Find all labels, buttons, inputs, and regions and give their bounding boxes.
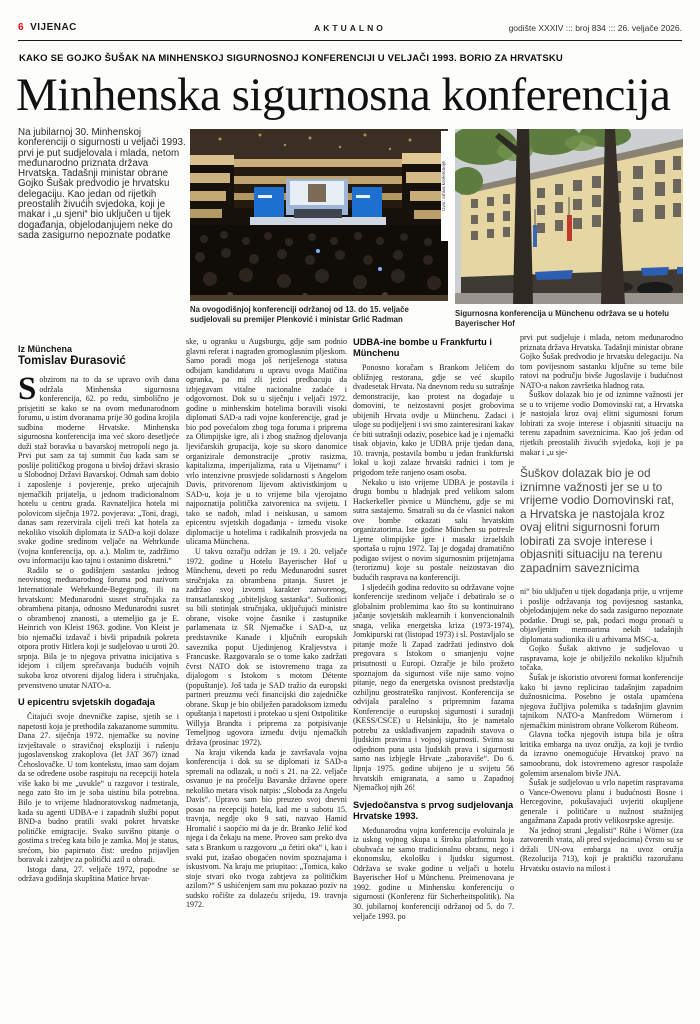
- header-rule: [18, 40, 682, 41]
- page-header: [18, 22, 682, 38]
- page-number: 6: [18, 22, 25, 33]
- photo1-caption: Na ovogodišnjoj konferenciji održanoj od 13. do 15. veljače sudjelovali su premijer Plenković i ministar Grlić Radman: [190, 305, 409, 324]
- photo-credit: Izvor: arhiva konferencije: [441, 131, 449, 241]
- text-column-3: [353, 330, 514, 1024]
- paragraph: Na jednoj strani „legalisti“ Rühe i Wörner (iza zatvorenih vrata, ali pred svjedocima) čvrsto su se držali UN-ova embarga na uvoz oružja (Rezolucija 713), koji je praktički razoružanu Hrvatsku ostavio na milost i: [520, 825, 683, 873]
- issue-info: godište XXXIV ::: broj 834 ::: 26. veljače 2026.: [508, 23, 682, 33]
- text-column-4: [520, 333, 683, 1024]
- paragraph: U takvu ozračju održan je 19. i 20. veljače 1972. godine u Hotelu Bayerischer Hof u Münchenu, deveti po redu Međunarodni susret stručnjaka za obrambena pitanja. Susret je zadržao svoj izvorni karakter zatvorenog, transatlantskog „obiteljskog sastanka“. Sudionici su bili stotinjak stručnjaka, uključujući ministre obrane, visoke vojne časnike i zastupnike parlamenata iz SR Njemačke i SAD-a, uz predstavnike Kanade i ključnih europskih saveznika poput Ujedinjenog Kraljevstva i Francuske. Razgovaralo se o tome kako zadržati čvrst NATO dok se istovremeno traga za dijalogom s Istokom s motom Détente (popuštanje). Još tada je SAD tražio da europski partneri preuzmu veći financijski dio zajedničke obrane. Skup je bio obilježen paradoksom između opuštanja i napetosti i protekao u sjeni Ostpolitike Willyja Brandta i priprema za potpisivanje Temeljnog ugovora između dviju njemačkih država (prosinac 1972).: [186, 547, 347, 747]
- paragraph: Šušak je sudjelovao u vrlo napetim raspravama o Vance-Owenovu planu i budućnosti Bosne i Hercegovine, pokušavajući uvjeriti okupljene generale i političare u nužnost snažnijeg angažmana Zapada protiv velikosrpske agresije.: [520, 778, 683, 826]
- text-column-1: [18, 344, 179, 1024]
- subhead: UDBA-ine bombe u Frankfurtu i Münchenu: [353, 337, 492, 358]
- conference-hall-photo: [190, 129, 448, 301]
- article-headline: Minhenska sigurnosna konferencija: [16, 69, 671, 121]
- paragraph: Istoga dana, 27. veljače 1972, popodne se održava godišnja skupština Matice hrvat-: [18, 864, 179, 884]
- paragraph: Ponosno koračam s Brankom Jelićem do obližnjeg restorana, gdje se već skupilo dvadesetak Hrvata. Na dnevnom redu su sutrašnje demonstracije, kao protest na događaje u domovini, te neizostavni posjet grobovima ubijenih Hrvata ovdje u Münchenu. Zadaci i uloge su podijeljeni i svi smo zainteresirani kakav će biti sutrašnji odaziv, posebice kad je i njemački tisak objavio, kako je UDBA prije tjedan dana, 10. travnja, postavila bombu u jedan frankfurtski lokal u koji zalaze hrvatski radnici i tom je prigodom teže ranjeno osam osoba.: [353, 363, 514, 478]
- photo2-caption: Sigurnosna konferencija u Münchenu održava se u hotelu Bayerischer Hof: [455, 309, 670, 328]
- paragraph: Radilo se o godišnjem sastanku jednog neovisnog međunarodnog foruma pod nazivom Internationale Wehrkunde-Begegnung, ili na hrvatskom: Međunarodni susret stručnjaka za obrambena pitanja, odnosno Međunarodni susret o obrambenoj znanosti, a utemeljio ga je E. Heinrich von Kleist 1963. godine. Von Kleist je bio njemački izdavač i bivši pripadnik pokreta otpora protiv Hitlera koji je sudjelovao u uroti 20. srpnja. Bila je to njegova privatna inicijativa s idejom i ciljem sprečavanja budućih vojnih sukoba kroz otvoreni dijalog lidera i stručnjaka, prvenstveno unutar NATO-a.: [18, 565, 179, 690]
- paragraph: ni“ bio uključen u tijek događanja prije, u vrijeme i poslije održavanja tog povijesnog sastanka, objelodanjujem neke do sada zasigurno nepoznate podatke. Drugi se, pak, podaci mogu pronaći u objavljenim memoarima nekih tadašnjih diplomata sudionika ili u arhivama MSC-a.: [520, 587, 683, 644]
- article-kicker: KAKO SE GOJKO ŠUŠAK NA MINHENSKOJ SIGURNOSNOJ KONFERENCIJI U VELJAČI 1993. BORIO ZA HRVATSKU: [19, 53, 563, 64]
- drop-cap: S: [18, 371, 37, 407]
- paragraph: Nekako u isto vrijeme UDBA je postavila i drugu bombu u hladnjak pred velikom salom Hackerkeller pivnice u Münchenu, gdje se mi sutra sastajemo. Smatrali su da će vlasnici nakon ove bombe otkazati salu hrvatskim organizatorima. Iste godine München su potresle Ljetne olimpijske igre i masakr izraelskih sportaša u rujnu 1972. Taj je događaj dramatično podigao svijest o novim sigurnosnim prijetnjama (terorizmu) koje su postale neizostavan dio budućih rasprava na konferenciji.: [353, 477, 514, 583]
- subhead: Svjedočanstva s prvog sudjelovanja Hrvatske 1993.: [353, 799, 514, 821]
- paragraph: Gojko Šušak aktivno je sudjelovao u raspravama, koje je obilježilo nekoliko ključnih točaka.: [520, 644, 683, 673]
- paragraph: Međunarodna vojna konferencija evoluirala je iz uskog vojnog skupa u široku platformu koja obuhvaća ne samo tradicionalnu obranu, nego i ekonomsku, ekološku i ljudsku sigurnost. Održava se svake godine u veljači u hotelu Bayerischer Hof u Münchenu. Preimenovana je 1992. godine u Minhensku konferenciju o sigurnosti (Konferenz für Sicherheitspolitik). Na 30. jubilarnoj konferenciji održanoj od 5. do 7. veljače 1993. po: [353, 825, 514, 921]
- text-column-2: [186, 337, 347, 1024]
- paragraph: Šušak je iskoristio otvoreni format konferencije kako bi javno replicirao tadašnjim zapadnim dužnosnicima. Posebno je ostala upamćena njegova žučljiva polemika s tadašnjim glavnim tajnikom NATO-a Manfredom Wörnerom i njemačkim ministrom obrane Volkerom Rüheom.: [520, 673, 683, 730]
- paragraph: Glavna točka njegovih istupa bila je oštra kritika embarga na uvoz oružja, za koji je tvrdio da izravno onemogućuje Hrvatskoj pravo na samoobranu, dok istovremeno agresor raspolaže golemim arsenalom bivše JNA.: [520, 730, 683, 778]
- masthead-title: VIJENAC: [30, 22, 77, 33]
- hotel-photo: [455, 129, 683, 304]
- pull-quote: Šuškov dolazak bio je od iznimne važnosti jer se u to vrijeme vodio Domovinski rat, a Hrvatska je nastojala kroz ovaj elitni sigurnosni forum lobirati za svoje interese i objasniti situaciju na terenu zapadnim saveznicima: [520, 466, 675, 575]
- section-label: AKTUALNO: [314, 23, 386, 33]
- paragraph: ske, u ogranku u Augsburgu, gdje sam podnio glavni referat i nagrađen gromoglasnim pljeskom. Samo poradi moga još neriješenoga statusa odbijam kandidaturu u upravu ovoga Matičina ogranka, pa mi zli jezici predbacuju da izbjegavam vitalne nacionalne zadaće i odgovornost. Dok su u siječnju i veljači 1972. godine u minhenskim hotelima boravili visoki diplomati SAD-a radi vojne konferencije, grad je bio pod povećalom zbog toga foruma i priprema za Olimpijske igre, ali i zbog snažnog djelovanja ljevičarskih grupacija, koje su skoro danomice organizirale demonstracije „protiv rasizma, kapitalizma, imperijalizma, rata u Vijetnamu“ i vrlo intenzivne prosvjede solidarnosti s Angelom Davis, pritvorenom lijevom aktivistkinjom u SAD-u, koja je u to vrijeme bila vjerojatno najpoznatija politička zatvorenica na svijetu. I tako se nađoh, mlad i neiskusan, u samom epicentru svjetskih događanja - između visoke diplomacije u hotelima i radikalnih prosvjeda na ulicama Münchena.: [186, 337, 347, 547]
- paragraph: Čitajući svoje dnevničke zapise, sjetih se i napetosti koja je prethodila zakazanome summitu. Dana 27. siječnja 1972. njemačke su novine izvještavale o stravičnoj eksploziji i rušenju jugoslavenskog zrakoplova (let JAT 367) iznad Čehoslovačke. U tom kontekstu, imao sam dojam da se određene osobe raspituju na recepciji hotela više kako bi me „uvukle“ u razgovor i testirale, nego zato što im je soba uistinu bila potrebna. Bilo je to vrijeme hladnoratovskog nadmetanja, kada su agenti UDBA-e i zapadnih službi poput BND-a budno pratili svaki pokret hrvatske političke emigracije. Svako suvišno pitanje o gostima s trećeg kata bilo je zamka. Moj je status, srećom, bio papirnato čist: uredno prijavljen boravak i zahtjev za politički azil u obradi.: [18, 712, 179, 865]
- byline-location: Iz Münchena: [18, 344, 73, 354]
- paragraph: prvi put sudjeluje i mlada, netom međunarodno priznata država Hrvatska. Tadašnji ministar obrane Gojko Šušak predvodio je hrvatsku delegaciju. Na tom povijesnom sastanku ključne su teme bile ratovi na području bivše Jugoslavije i budućnost NATO-a nakon završetka hladnog rata.: [520, 333, 683, 390]
- byline-author: Tomislav Đurasović: [18, 355, 126, 367]
- paragraph: Sobzirom na to da se upravo ovih dana održala Minhenska sigurnosna konferencija, 62. po redu, simbolično je prisjetiti se kako se na ovom međunarodnom forumu, u istim dvoranama prije 30 godina krojila sudbina moderne Hrvatske. Minhenska sigurnosna konferencija ima već skoro desetljeće duži staž boravka u bavarskoj metropoli nego ja. Prvi put sam za taj summit čuo kada sam se poslije političkog progona u bivšoj državi skrasio u Slobodnoj Državi Bavarskoj. Odmah sam dobio i zaposlenje i povjerenje, preko utjecajnih njemačkih prijatelja, u jednom tradicionalnom hotelu u centru grada. Ravnateljica hotela mi polovicom siječnja 1972. povjerava: „Toni, dragi, danas sam rezervirala cijeli treći kat hotela za nekoliko visokih diplomata iz SAD-a koji dolaze svake godine sredinom veljače na Wehrkunde (vojna konferencija, op. a.). Molim te, zadržimo ovu informaciju kao tajnu i ostanimo diskretni.“: [18, 371, 179, 566]
- article-lead: Na jubilarnoj 30. Minhenskoj konferenciji o sigurnosti u veljači 1993. prvi je put sudjelovala i mlada, netom međunarodno priznata država Hrvatska. Tadašnji ministar obrane Gojko Šušak predvodio je hrvatsku delegaciju. Kao jedan od rijetkih preostalih živućih svjedoka, koji je makar i „u sjeni“ bio uključen u tijek događanja, objelodanjujem neke do sada zasigurno nepoznate podatke: [18, 127, 186, 241]
- paragraph: I sljedećih godina redovito su održavane vojne konferencije sredinom veljače i debatiralo se o globalnim problemima kao što su kontinuirano jačanje sovjetskih nuklearnih i konvencionalnih snaga, velika energetska kriza (1973-1974), Jomkipurski rat (listopad 1973) i sl. Postavljalo se pitanje može li Zapad zadržati jedinstvo dok pregovara s Istokom o smanjenju vojne prisutnosti u Europi. Ozračje je bilo prožeto spoznajom da sigurnost više nije samo vojno pitanje, nego da energetska ovisnost predstavlja ozbiljnu geostratešku ranjivost. Konferencija se odvijala paralelno s pripremnim fazama Konferencije o europskoj sigurnosti i suradnji (KESS/CSCE) u Helsinkiju, što je nametalo potrebu za usklađivanjem zapadnih stavova o ljudskim pravima i vojnoj sigurnosti. Svima su odjednom puna usta ljudskih prava i sigurnosti samo nas izbjegle Hrvate „zaboraviše“. Do 6. lipnja 1975. godine ubijeno je u svijetu 56 hrvatskih emigranata, a samo u Zapadnoj Njemačkoj njih 26!: [353, 582, 514, 793]
- paragraph: Šuškov dolazak bio je od iznimne važnosti jer se u to vrijeme vodio Domovinski rat, a Hrvatska je nastojala kroz ovaj elitni sigurnosni forum lobirati za svoje interese i objasniti situaciju na terenu zapadnim saveznicima. Kao još jedan od rijetkih preostalih živućih svjedoka, koji je pa makar i „u sje-: [520, 390, 683, 457]
- paragraph: Na kraju vikenda kada je završavala vojna konferencija i dok su se diplomati iz SAD-a spremali na odlazak, u noći s 21. na 22. veljače osvanuo je na pročelju Bavarske državne opere nekoliko metara visok natpis: „Sloboda za Angelu Davis“. Upravo sam bio preuzeo svoj dnevni posao na recepciji hotela, kad me u subotu 15. travnja, negdje oko 9 sati, nazvao Hamid Hromalić i saopćio mi da je dr. Branko Jelić kod njega i da čekaju na mene. Proveo sam preko dva sata s Brankom u razgovoru „u četiri oka“ i, kao i svaki put, izašao obogaćen novim spoznajama i iskustvom. Na kraju me priupitao: „Tomica, kako stoje stvari oko tvoga zahtjeva za političkim azilom?“ S ushićenjem sam mu pokazao poziv na sudsko ročište za dolazeću srijedu, 19. travnja 1972.: [186, 747, 347, 910]
- subhead: U epicentru svjetskih događaja: [18, 697, 155, 708]
